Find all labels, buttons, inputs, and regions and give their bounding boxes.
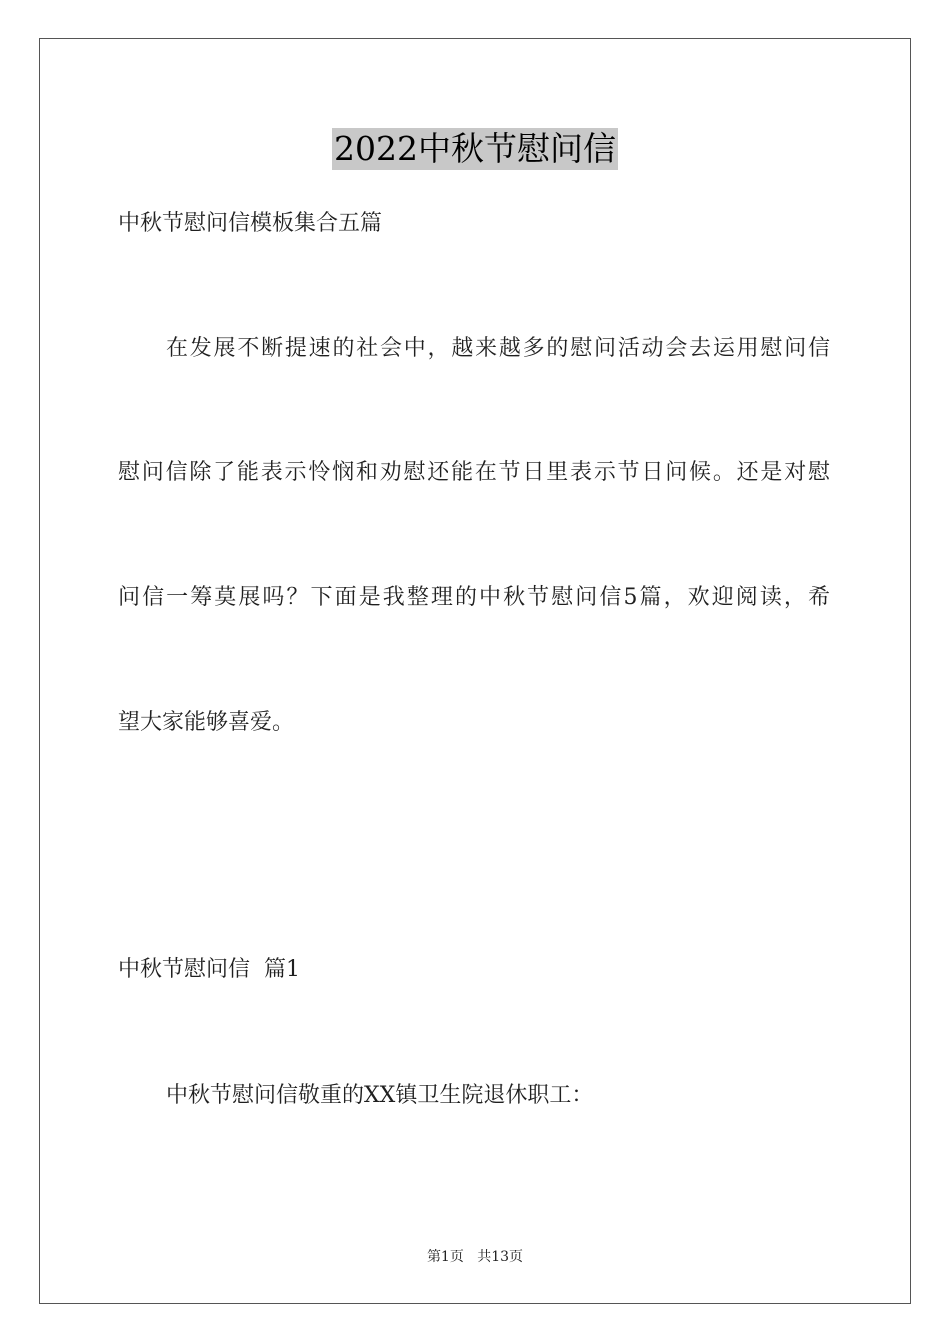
footer-gap bbox=[464, 1249, 477, 1265]
intro-line-1: 在发展不断提速的社会中，越来越多的慰问活动会去运用慰问信 bbox=[166, 336, 830, 361]
intro-line-4: 望大家能够喜爱。 bbox=[118, 710, 295, 735]
section-heading: 中秋节慰问信 篇1 bbox=[118, 957, 300, 982]
page-current: 第1页 bbox=[426, 1249, 464, 1265]
page-footer bbox=[0, 1248, 950, 1266]
intro-line-3: 问信一筹莫展吗？下面是我整理的中秋节慰问信5篇，欢迎阅读，希 bbox=[118, 585, 830, 610]
section-first-line: 中秋节慰问信敬重的XX镇卫生院退休职工： bbox=[166, 1083, 594, 1108]
document-subtitle: 中秋节慰问信模板集合五篇 bbox=[118, 211, 383, 236]
page-total: 共13页 bbox=[477, 1249, 524, 1265]
document-title: 2022中秋节慰问信 bbox=[334, 129, 616, 168]
title-container bbox=[0, 128, 950, 170]
intro-line-2: 慰问信除了能表示怜悯和劝慰还能在节日里表示节日问候。还是对慰 bbox=[118, 460, 830, 485]
